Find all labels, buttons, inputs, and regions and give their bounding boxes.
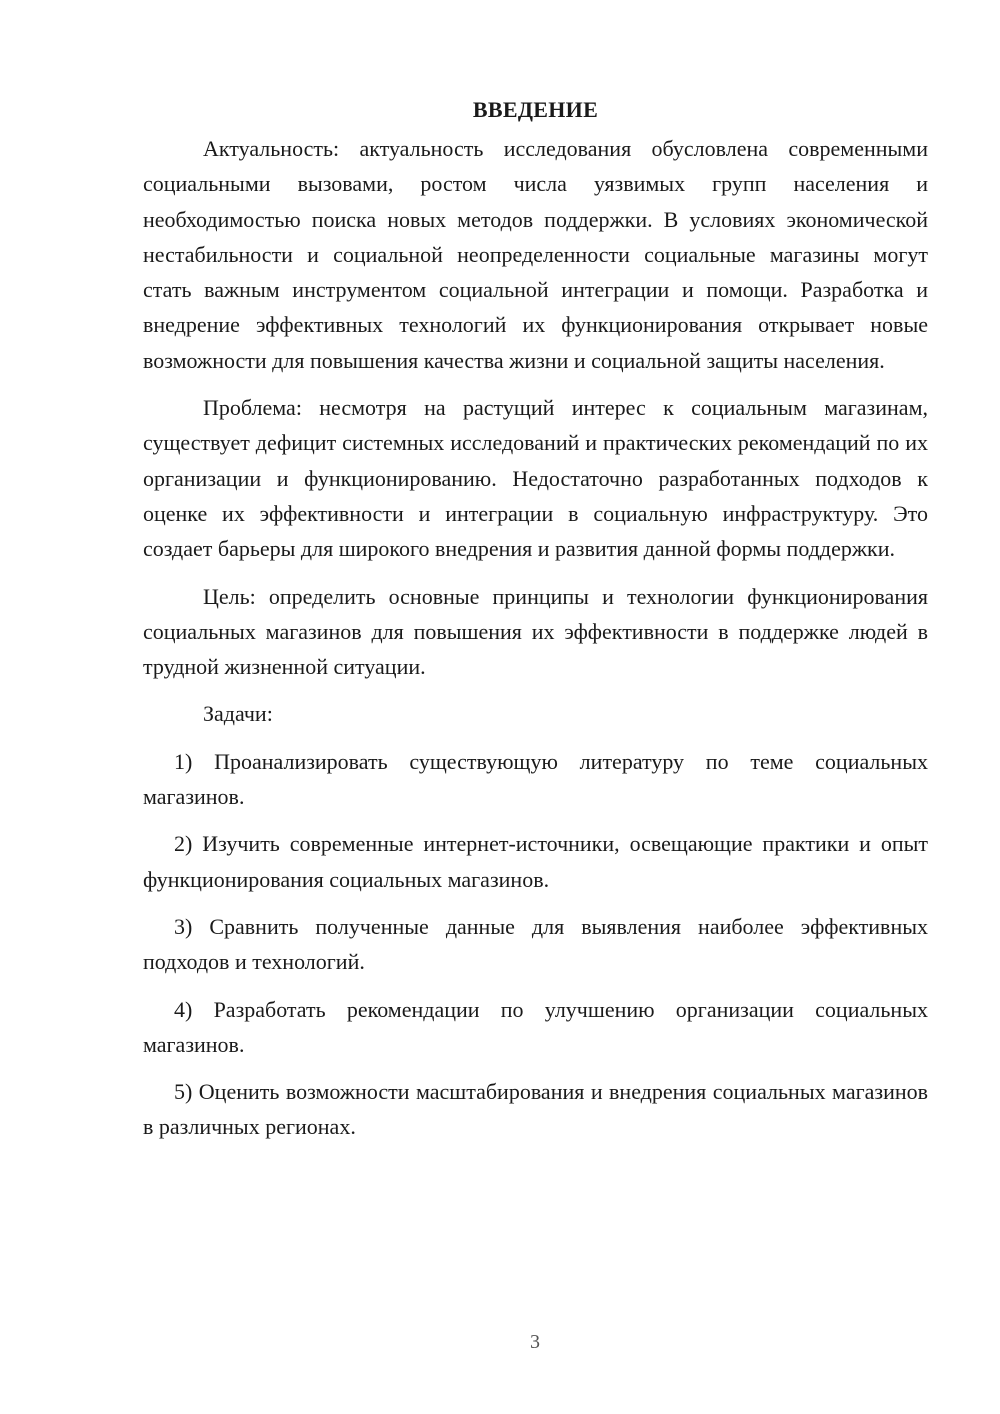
task-item-4: 4) Разработать рекомендации по улучшению организации социальных магазинов.: [143, 996, 928, 1057]
goal-paragraph: Цель: определить основные принципы и технологии функционирования социальных магазинов для повышения их эффективности в поддержке людей в трудной жизненной ситуации.: [143, 583, 928, 680]
task-item-3: 3) Сравнить полученные данные для выявления наиболее эффективных подходов и технологий.: [143, 913, 928, 975]
tasks-heading: Задачи:: [203, 701, 273, 727]
document-page: [143, 92, 928, 1157]
task-item-5: 5) Оценить возможности масштабирования и внедрения социальных магазинов в различных регионах.: [143, 1079, 928, 1140]
section-title: ВВЕДЕНИЕ: [472, 97, 599, 122]
task-item-2: 2) Изучить современные интернет-источники, освещающие практики и опыт функционирования социальных магазинов.: [143, 831, 928, 892]
relevance-paragraph: Актуальность: актуальность исследования обусловлена современными социальными вызовами, ростом числа уязвимых групп населения и необходимостью поиска новых методов поддержки. В условиях экономической нестабильности и социальной неопределенности социальные магазины могут стать важным инструментом социальной интеграции и помощи. Разработка и внедрение эффективных технологий их функционирования открывает новые возможности для повышения качества жизни и социальной защиты населения.: [143, 136, 928, 373]
task-item-1: 1) Проанализировать существующую литературу по теме социальных магазинов.: [143, 748, 928, 810]
page-number: 3: [530, 1331, 540, 1353]
problem-paragraph: Проблема: несмотря на растущий интерес к социальным магазинам, существует дефицит системных исследований и практических рекомендаций по их организации и функционированию. Недостаточно разработанных подходов к оценке их эффективности и интеграции в социальную инфраструктуру. Это создает барьеры для широкого внедрения и развития данной формы поддержки.: [143, 395, 928, 562]
